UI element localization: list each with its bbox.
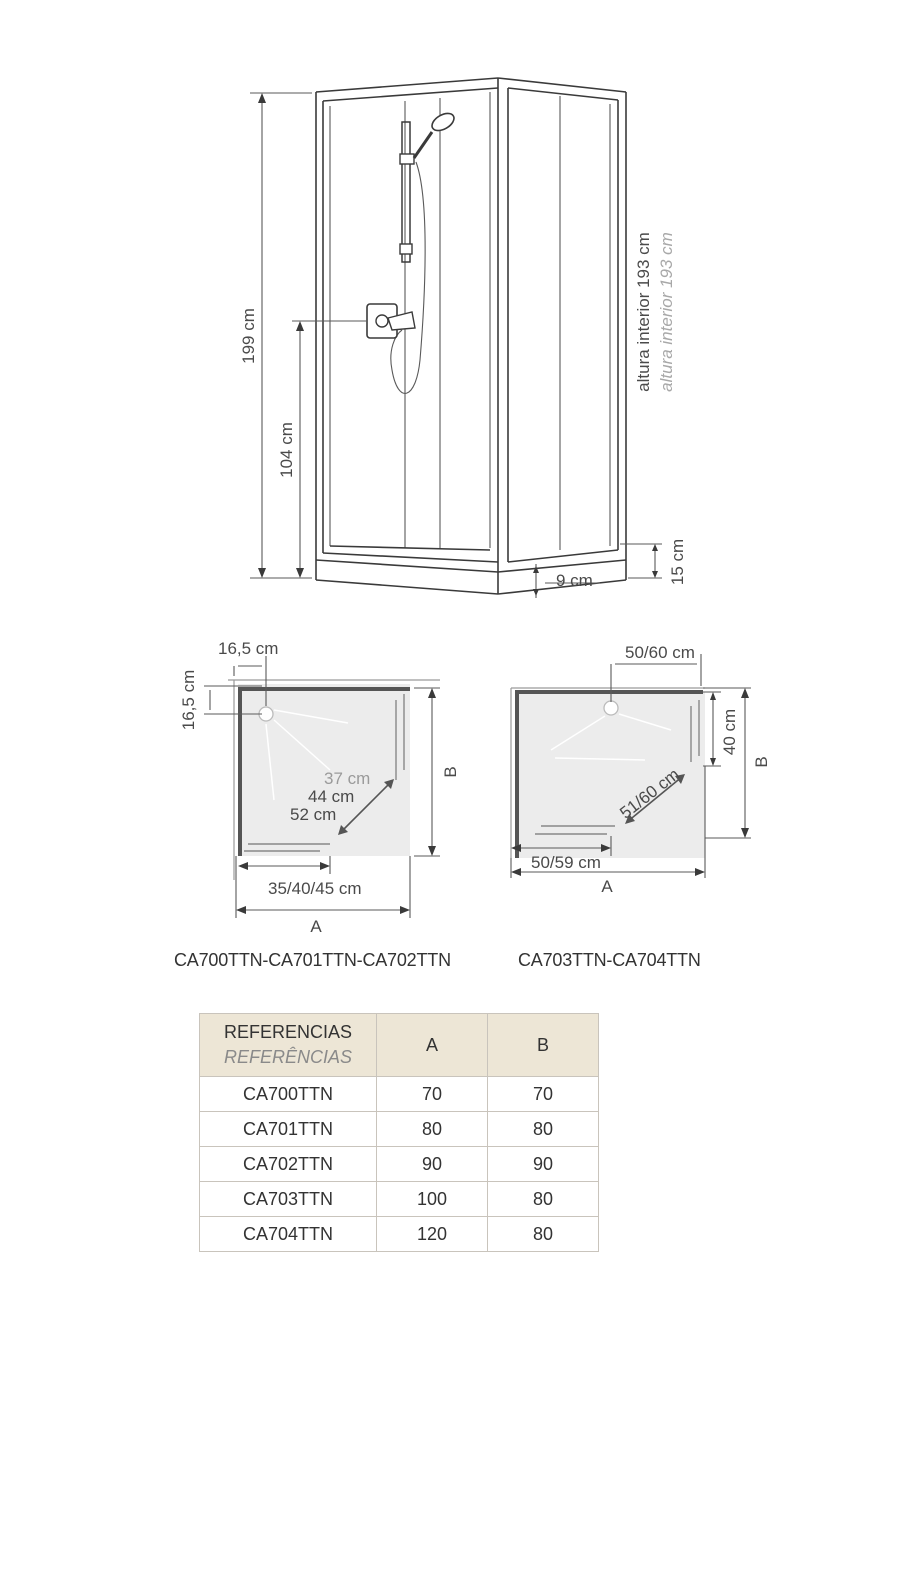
row-b: 80 — [488, 1112, 599, 1147]
references-table — [199, 1013, 599, 1252]
table-row — [200, 1077, 599, 1112]
row-a: 80 — [377, 1112, 488, 1147]
row-b: 80 — [488, 1182, 599, 1217]
row-a: 100 — [377, 1182, 488, 1217]
dim-b-left-label: B — [441, 766, 460, 778]
corner-x-label: 16,5 cm — [218, 639, 279, 658]
row-ref: CA700TTN — [200, 1077, 377, 1112]
table-row — [200, 1112, 599, 1147]
mixer-valve — [292, 304, 415, 338]
diag-right-label: 51/60 cm — [616, 764, 684, 823]
row-ref: CA704TTN — [200, 1217, 377, 1252]
corner-y-label: 16,5 cm — [179, 669, 198, 731]
side-panel-label: 40 cm — [720, 708, 739, 756]
opening-right-label: 50/59 cm — [531, 853, 601, 872]
diag-52-label: 52 cm — [290, 805, 337, 824]
header-ref-label: REFERENCIAS — [223, 1022, 353, 1042]
shower-elevation-drawing — [0, 0, 900, 620]
tray-height-label: 15 cm — [668, 538, 687, 586]
header-references — [200, 1014, 377, 1077]
plan-right-drawing — [495, 630, 795, 910]
row-ref: CA701TTN — [200, 1112, 377, 1147]
plan-right-caption: CA703TTN-CA704TTN — [518, 950, 701, 970]
table-row — [200, 1182, 599, 1217]
table-row — [200, 1217, 599, 1252]
table-header-row — [200, 1014, 599, 1077]
diag-37-label: 37 cm — [324, 769, 371, 788]
table-row — [200, 1147, 599, 1182]
dimension-tray-height — [620, 539, 687, 585]
drain-offset-label: 50/60 cm — [625, 643, 695, 662]
row-b: 90 — [488, 1147, 599, 1182]
dim-b-right-label: B — [752, 756, 771, 768]
dimension-valve-height — [277, 321, 304, 578]
row-a: 90 — [377, 1147, 488, 1182]
shower-head-assembly — [391, 110, 457, 393]
plan-left-caption: CA700TTN-CA701TTN-CA702TTN — [174, 950, 451, 970]
dim-a-left-label: A — [310, 917, 322, 936]
row-b: 70 — [488, 1077, 599, 1112]
row-ref: CA703TTN — [200, 1182, 377, 1217]
header-ref-alt-label: REFERÊNCIAS — [223, 1047, 353, 1067]
diag-44-label: 44 cm — [308, 787, 355, 806]
row-a: 120 — [377, 1217, 488, 1252]
row-ref: CA702TTN — [200, 1147, 377, 1182]
row-a: 70 — [377, 1077, 488, 1112]
header-b: B — [488, 1014, 599, 1077]
row-b: 80 — [488, 1217, 599, 1252]
header-a: A — [377, 1014, 488, 1077]
opening-left-label: 35/40/45 cm — [268, 879, 362, 898]
valve-height-label: 104 cm — [277, 422, 296, 478]
interior-height-alt-label: altura interior 193 cm — [657, 232, 676, 392]
dimension-step-depth — [533, 564, 600, 598]
step-depth-label: 9 cm — [556, 571, 593, 590]
interior-height-label: altura interior 193 cm — [634, 232, 653, 392]
total-height-label: 199 cm — [239, 308, 258, 364]
dimension-total-height — [239, 93, 312, 578]
dim-a-right-label: A — [601, 877, 613, 896]
shower-cabin-outline — [316, 78, 626, 594]
